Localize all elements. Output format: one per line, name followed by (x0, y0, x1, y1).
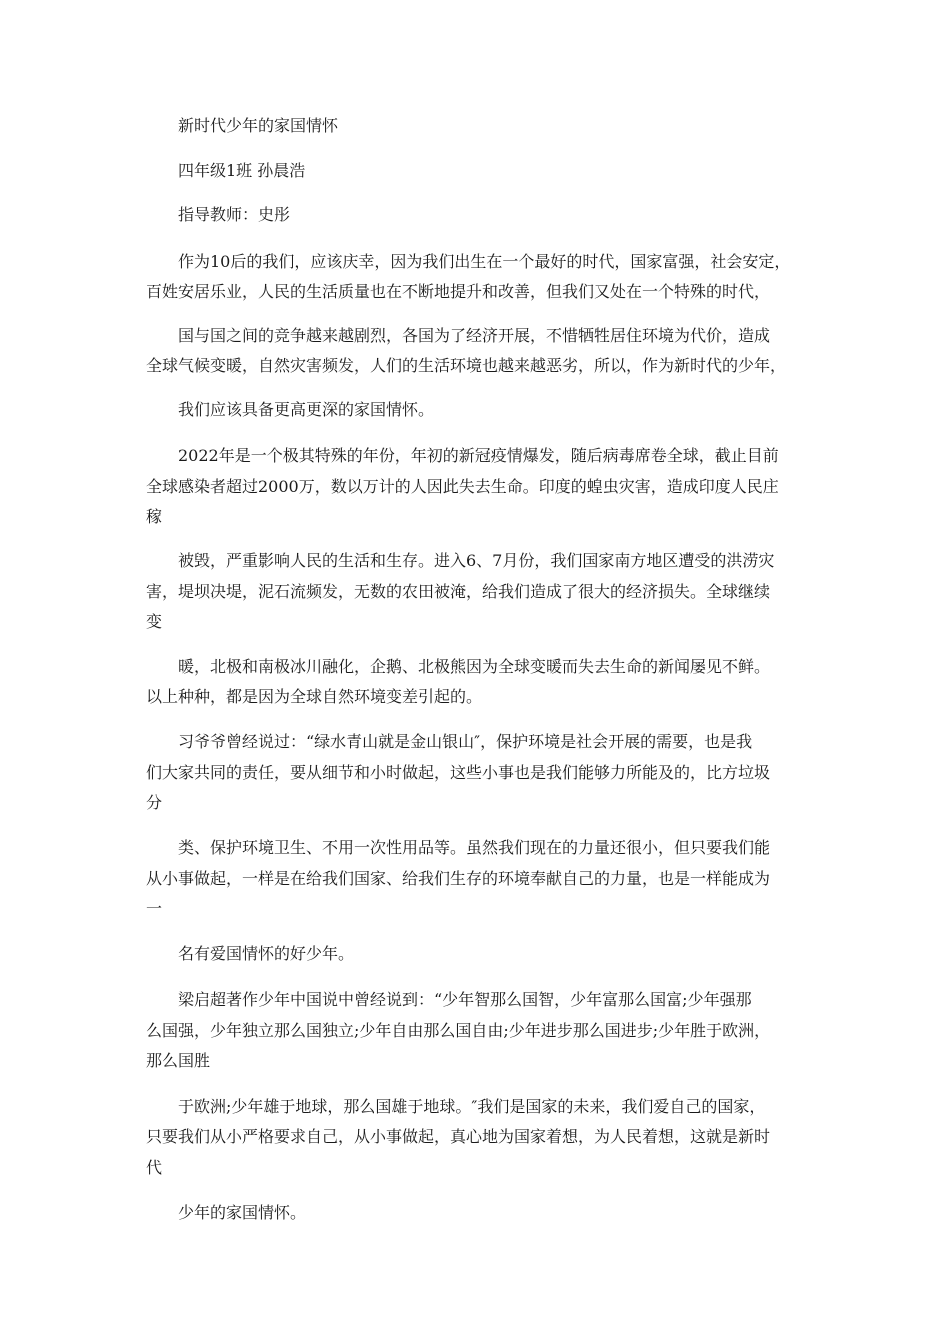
paragraph-8-line-2: 从小事做起，一样是在给我们国家、给我们生存的环境奉献自己的力量，也是一样能成为 (146, 869, 771, 888)
paragraph-1-line-2: 百姓安居乐业，人民的生活质量也在不断地提升和改善，但我们又处在一个特殊的时代， (146, 282, 771, 301)
paragraph-6-line-2: 以上种种，都是因为全球自然环境变差引起的。 (146, 687, 483, 706)
paragraph-3-line-1: 我们应该具备更高更深的家国情怀。 (178, 400, 435, 419)
paragraph-10-line-3: 那么国胜 (146, 1051, 211, 1070)
paragraph-9-line-1: 名有爱国情怀的好少年。 (178, 944, 355, 963)
paragraph-2-line-1: 国与国之间的竞争越来越剧烈，各国为了经济开展，不惜牺牲居住环境为代价，造成 (178, 326, 771, 345)
teacher-line: 指导教师：史彤 (178, 205, 291, 224)
paragraph-5-line-2: 害，堤坝决堤，泥石流频发，无数的农田被淹，给我们造成了很大的经济损失。全球继续 (146, 582, 771, 601)
paragraph-11-line-3: 代 (146, 1158, 163, 1177)
paragraph-11-line-1: 于欧洲;少年雄于地球，那么国雄于地球。″我们是国家的未来，我们爱自己的国家， (178, 1097, 766, 1116)
paragraph-2-line-2: 全球气候变暖，自然灾害频发，人们的生活环境也越来越恶劣，所以，作为新时代的少年， (146, 356, 787, 375)
paragraph-4-line-1: 2022年是一个极其特殊的年份，年初的新冠疫情爆发，随后病毒席卷全球，截止目前 (178, 446, 779, 465)
paragraph-4-line-2: 全球感染者超过2000万，数以万计的人因此失去生命。印度的蝗虫灾害，造成印度人民庄 (146, 477, 779, 496)
paragraph-10-line-2: 么国强，少年独立那么国独立;少年自由那么国自由;少年进步那么国进步;少年胜于欧洲， (146, 1021, 771, 1040)
paragraph-7-line-1: 习爷爷曾经说过：“绿水青山就是金山银山″，保护环境是社会开展的需要，也是我 (178, 732, 753, 751)
document-title: 新时代少年的家国情怀 (178, 116, 339, 135)
paragraph-1-line-1: 作为10后的我们，应该庆幸，因为我们出生在一个最好的时代，国家富强，社会安定， (178, 252, 791, 271)
paragraph-6-line-1: 暖，北极和南极冰川融化，企鹅、北极熊因为全球变暖而失去生命的新闻屡见不鲜。 (178, 657, 771, 676)
paragraph-5-line-3: 变 (146, 612, 163, 631)
author-line: 四年级1班 孙晨浩 (178, 161, 306, 180)
paragraph-8-line-3: 一 (146, 899, 163, 918)
paragraph-7-line-2: 们大家共同的责任，要从细节和小时做起，这些小事也是我们能够力所能及的，比方垃圾 (146, 763, 771, 782)
paragraph-5-line-1: 被毁，严重影响人民的生活和生存。进入6、7月份，我们国家南方地区遭受的洪涝灾 (178, 551, 775, 570)
paragraph-7-line-3: 分 (146, 793, 163, 812)
paragraph-4-line-3: 稼 (146, 507, 163, 526)
paragraph-8-line-1: 类、保护环境卫生、不用一次性用品等。虽然我们现在的力量还很小，但只要我们能 (178, 838, 771, 857)
paragraph-10-line-1: 梁启超著作少年中国说中曾经说到：“少年智那么国智，少年富那么国富;少年强那 (178, 990, 752, 1009)
paragraph-11-line-2: 只要我们从小严格要求自己，从小事做起，真心地为国家着想，为人民着想，这就是新时 (146, 1127, 771, 1146)
paragraph-12-line-1: 少年的家国情怀。 (178, 1203, 307, 1222)
